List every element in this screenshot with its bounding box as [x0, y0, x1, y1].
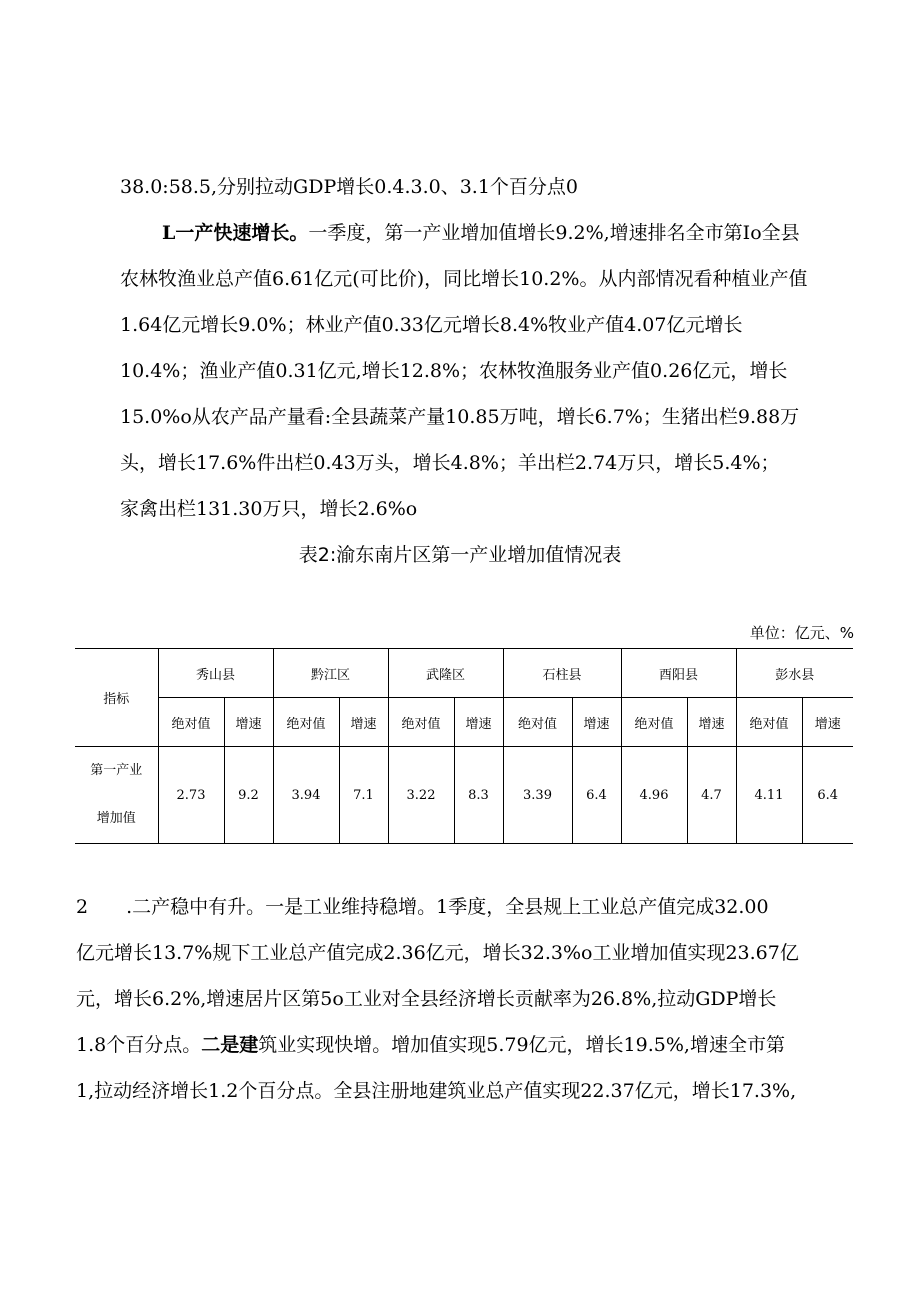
row-label [75, 747, 158, 844]
table-caption: 表2:渝东南片区第一产业增加值情况表 [298, 544, 622, 566]
subheader-absolute: 绝对值 [273, 698, 339, 747]
table-row [75, 747, 853, 844]
subheader-growth: 增速 [572, 698, 621, 747]
cell-growth: 6.4 [572, 747, 621, 844]
header-county: 酉阳县 [621, 649, 736, 698]
table-subheader-row [75, 698, 853, 747]
subheader-growth: 增速 [687, 698, 736, 747]
text-line: 1,拉动经济增长1.2个百分点。全县注册地建筑业总产值实现22.37亿元，增长17.3%, [76, 1080, 797, 1102]
section-lead: 二是建 [201, 1034, 259, 1056]
text-line: 亿元增长13.7%规下工业总产值完成2.36亿元，增长32.3%o工业增加值实现23.67亿 [76, 942, 799, 964]
cell-absolute: 4.11 [736, 747, 802, 844]
header-county: 武隆区 [388, 649, 503, 698]
header-county: 彭水县 [736, 649, 853, 698]
subheader-absolute: 绝对值 [503, 698, 572, 747]
subheader-absolute: 绝对值 [388, 698, 454, 747]
text-line: 元，增长6.2%,增速居片区第5o工业对全县经济增长贡献率为26.8%,拉动GDP增长 [76, 988, 777, 1010]
cell-absolute: 2.73 [158, 747, 224, 844]
text-line [76, 1022, 855, 1068]
header-county: 黔江区 [273, 649, 388, 698]
paragraph-gdp-structure [120, 164, 855, 210]
text-line: 头，增长17.6%件出栏0.43万头，增长4.8%；羊出栏2.74万只，增长5.4%； [120, 452, 780, 474]
subheader-absolute: 绝对值 [621, 698, 687, 747]
cell-absolute: 3.22 [388, 747, 454, 844]
text-line: 10.4%；渔业产值0.31亿元,增长12.8%；农林牧渔服务业产值0.26亿元，增长 [120, 360, 788, 382]
section-lead: L一产快速增长。 [162, 222, 309, 244]
text-span: 1.8个百分点。 [76, 1034, 202, 1056]
cell-growth: 6.4 [802, 747, 853, 844]
text-line: 1.64亿元增长9.0%；林业产值0.33亿元增长8.4%牧业产值4.07亿元增长 [120, 314, 743, 336]
cell-absolute: 4.96 [621, 747, 687, 844]
cell-growth: 4.7 [687, 747, 736, 844]
header-county: 石柱县 [503, 649, 621, 698]
cell-absolute: 3.94 [273, 747, 339, 844]
text-span: 筑业实现快增。增加值实现5.79亿元，增长19.5%,增速全市第 [258, 1034, 785, 1056]
text-line: 38.0:58.5,分别拉动GDP增长0.4.3.0、3.1个百分点0 [120, 176, 579, 198]
text-line: 2 .二产稳中有升。一是工业维持稳增。1季度，全县规上工业总产值完成32.00 [76, 896, 769, 918]
table-unit: 单位：亿元、% [749, 624, 854, 642]
cell-growth: 7.1 [339, 747, 388, 844]
subheader-absolute: 绝对值 [736, 698, 802, 747]
subheader-growth: 增速 [339, 698, 388, 747]
subheader-growth: 增速 [802, 698, 853, 747]
text-line [120, 210, 855, 256]
primary-industry-table [75, 648, 853, 844]
paragraph-primary-industry [120, 210, 855, 532]
subheader-growth: 增速 [454, 698, 503, 747]
paragraph-secondary-industry [76, 884, 855, 1114]
cell-growth: 9.2 [224, 747, 273, 844]
row-label-line: 第一产业 [90, 763, 143, 778]
text-line: 农林牧渔业总产值6.61亿元(可比价)，同比增长10.2%。从内部情况看种植业产值 [120, 268, 808, 290]
header-county: 秀山县 [158, 649, 273, 698]
table-header-row [75, 649, 853, 698]
subheader-growth: 增速 [224, 698, 273, 747]
row-label-line: 增加值 [96, 811, 136, 826]
text-span: 一季度，第一产业增加值增长9.2%,增速排名全市第Io全县 [308, 222, 800, 244]
text-line: 15.0%o从农产品产量看:全县蔬菜产量10.85万吨，增长6.7%；生猪出栏9.88万 [120, 406, 800, 428]
header-indicator: 指标 [75, 649, 158, 747]
text-line: 家禽出栏131.30万只，增长2.6%o [120, 498, 418, 520]
cell-growth: 8.3 [454, 747, 503, 844]
cell-absolute: 3.39 [503, 747, 572, 844]
subheader-absolute: 绝对值 [158, 698, 224, 747]
